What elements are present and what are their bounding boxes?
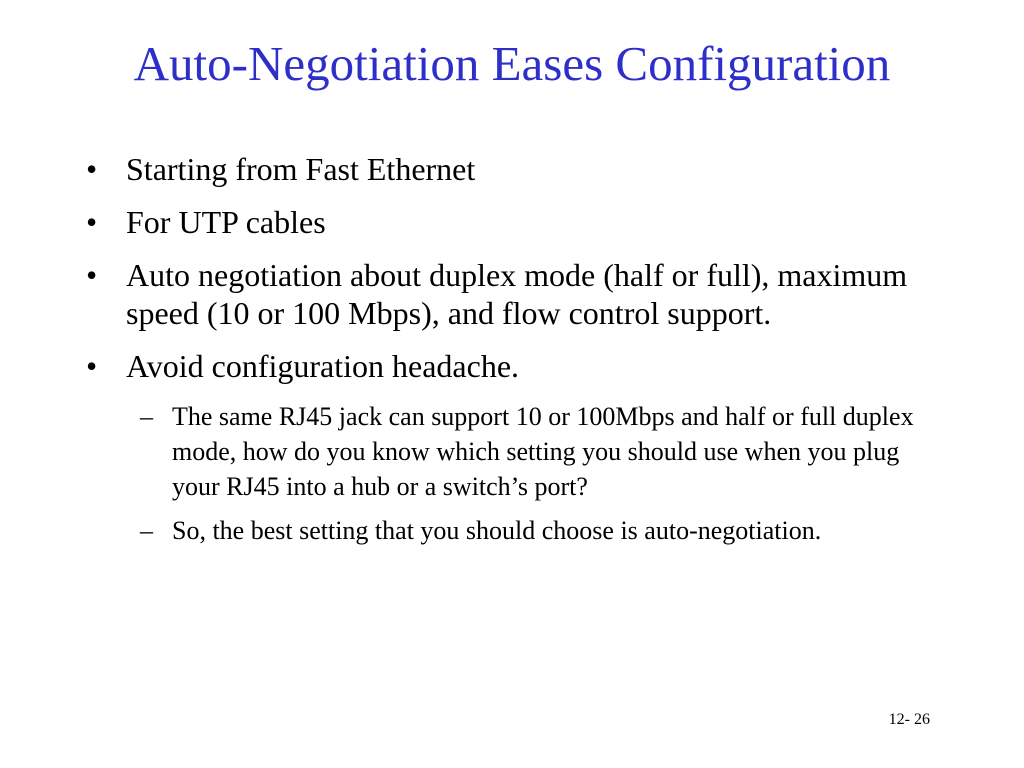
sub-bullet-marker: – (140, 516, 153, 545)
bullet-text: For UTP cables (126, 204, 326, 240)
slide-number: 12- 26 (888, 711, 930, 728)
sub-bullet-item (126, 513, 932, 548)
sub-bullet-item (126, 399, 932, 504)
bullet-item (86, 347, 946, 548)
bullet-text: Auto negotiation about duplex mode (half or full), maximum speed (10 or 100 Mbps), and flow control support. (126, 257, 908, 331)
sub-bullet-list (126, 399, 946, 548)
bullet-marker: • (86, 257, 98, 293)
slide-title: Auto-Negotiation Eases Configuration (133, 36, 891, 91)
bullet-text: Starting from Fast Ethernet (126, 151, 476, 187)
sub-bullet-text: The same RJ45 jack can support 10 or 100Mbps and half or full duplex mode, how do you know which setting you should use when you plug your RJ45 into a hub or a switch’s port? (172, 402, 914, 501)
sub-bullet-marker: – (140, 402, 153, 431)
bullet-text: Avoid configuration headache. (126, 348, 520, 384)
bullet-item (86, 256, 946, 332)
bullet-marker: • (86, 348, 98, 384)
bullet-list (86, 150, 946, 563)
bullet-item (86, 150, 946, 188)
bullet-item (86, 203, 946, 241)
bullet-marker: • (86, 204, 98, 240)
bullet-marker: • (86, 151, 98, 187)
sub-bullet-text: So, the best setting that you should choose is auto-negotiation. (172, 516, 822, 545)
